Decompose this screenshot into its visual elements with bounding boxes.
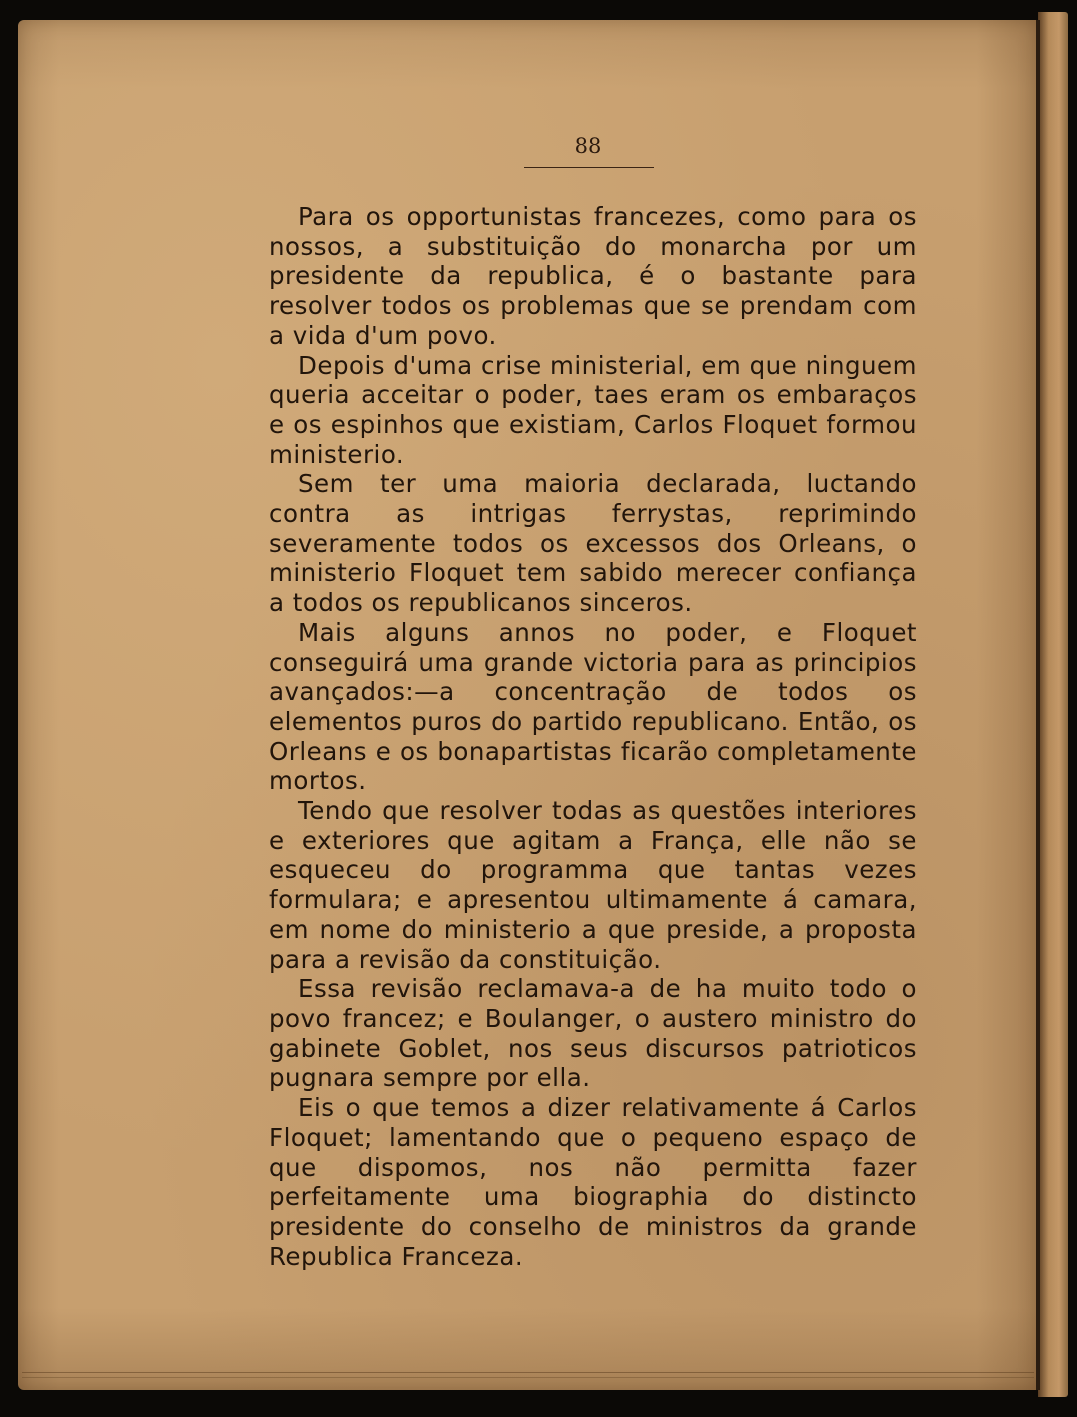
paragraph: Tendo que resolver todas as questões interiores e exteriores que agitam a França, elle não se esqueceu do programma que tantas vezes formulara; e apresentou ultimamente á camara, em nome do ministerio a que preside, a proposta para a revisão da constituição. <box>269 796 917 974</box>
page-number-rule <box>524 167 654 168</box>
paragraph: Para os opportunistas francezes, como para os nossos, a substituição do monarcha por um presidente da republica, é o bastante para resolver todos os problemas que se prendam com a vida d'um povo. <box>269 202 917 350</box>
page-number: 88 <box>574 134 602 158</box>
adjacent-page-edge <box>1038 12 1068 1397</box>
paragraph: Essa revisão reclamava-a de ha muito todo o povo francez; e Boulanger, o austero ministro do gabinete Goblet, nos seus discursos patrioticos pugnara sempre por ella. <box>269 974 917 1093</box>
body-text <box>269 202 917 1271</box>
paragraph: Eis o que temos a dizer relativamente á Carlos Floquet; lamentando que o pequeno espaço de que dispomos, nos não permitta fazer perfeitamente uma biographia do distincto presidente do conselho de ministros da grande Republica Franceza. <box>269 1093 917 1271</box>
paragraph: Sem ter uma maioria declarada, luctando contra as intrigas ferrystas, reprimindo severamente todos os excessos dos Orleans, o ministerio Floquet tem sabido merecer confiança a todos os republicanos sinceros. <box>269 469 917 618</box>
page-gutter <box>1036 20 1040 1390</box>
paragraph: Depois d'uma crise ministerial, em que ninguem queria acceitar o poder, taes eram os embaraços e os espinhos que existiam, Carlos Floquet formou ministerio. <box>269 350 917 469</box>
page-bottom-edge <box>22 1372 1034 1378</box>
paragraph: Mais alguns annos no poder, e Floquet conseguirá uma grande victoria para as principios avançados:—a concentração de todos os elementos puros do partido republicano. Então, os Orleans e os bonapartistas ficarão completamente mortos. <box>269 617 917 796</box>
